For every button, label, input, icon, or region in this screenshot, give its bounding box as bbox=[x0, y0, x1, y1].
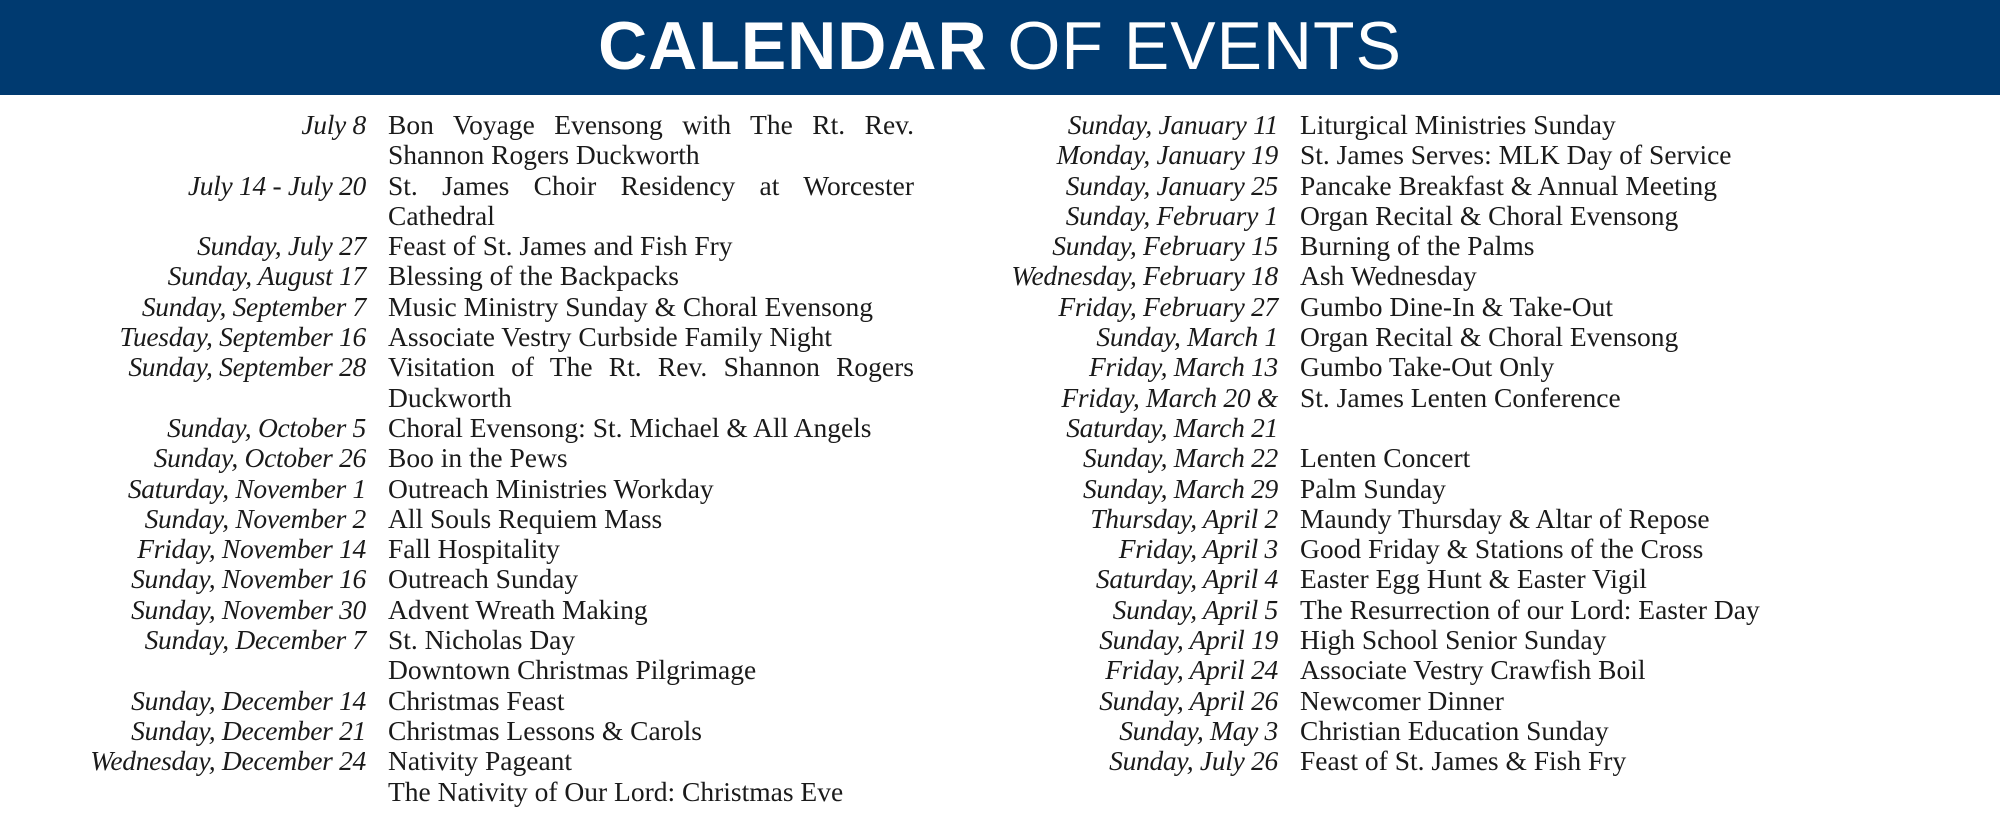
event-row bbox=[0, 413, 960, 443]
event-title-line: The Nativity of Our Lord: Christmas Eve bbox=[388, 775, 844, 807]
event-date-line: Sunday, January 25 bbox=[1065, 169, 1278, 201]
event-date-line: Friday, April 3 bbox=[1118, 533, 1278, 565]
event-date-line: Sunday, February 15 bbox=[1052, 230, 1278, 262]
event-row bbox=[1000, 474, 2000, 504]
event-date bbox=[0, 474, 388, 504]
event-title bbox=[388, 413, 914, 443]
event-date-line: July 14 - July 20 bbox=[187, 169, 366, 201]
event-row bbox=[1000, 716, 2000, 746]
event-row bbox=[1000, 595, 2000, 625]
event-title-line: Newcomer Dinner bbox=[1300, 684, 1504, 716]
event-title bbox=[1300, 595, 1860, 625]
event-date bbox=[1000, 474, 1300, 504]
event-date bbox=[1000, 686, 1300, 716]
event-date-line: Sunday, February 1 bbox=[1065, 199, 1278, 231]
event-title-line: Maundy Thursday & Altar of Repose bbox=[1300, 502, 1710, 534]
event-title bbox=[1300, 474, 1860, 504]
event-row bbox=[0, 352, 960, 413]
event-row bbox=[0, 564, 960, 594]
page-title bbox=[598, 7, 1402, 84]
event-title bbox=[1300, 564, 1860, 594]
event-title-line: Pancake Breakfast & Annual Meeting bbox=[1300, 169, 1717, 201]
event-row bbox=[1000, 564, 2000, 594]
event-date-line: Sunday, July 27 bbox=[197, 230, 366, 262]
event-title bbox=[1300, 352, 1860, 382]
event-row bbox=[0, 504, 960, 534]
event-date-line: Friday, April 24 bbox=[1105, 654, 1278, 686]
event-title bbox=[388, 716, 914, 746]
event-date-line: Sunday, April 26 bbox=[1099, 684, 1278, 716]
event-row bbox=[1000, 322, 2000, 352]
event-date bbox=[1000, 352, 1300, 382]
event-date-line: Sunday, November 2 bbox=[144, 502, 366, 534]
event-date-line: Sunday, March 1 bbox=[1096, 321, 1278, 353]
event-date bbox=[0, 443, 388, 473]
event-date-line: Thursday, April 2 bbox=[1090, 502, 1278, 534]
event-title-line: St. Nicholas Day bbox=[388, 624, 576, 656]
event-date-line: Saturday, April 4 bbox=[1095, 563, 1278, 595]
event-date bbox=[0, 564, 388, 594]
event-title bbox=[1300, 504, 1860, 534]
event-date bbox=[0, 504, 388, 534]
event-title-line: Associate Vestry Curbside Family Night bbox=[388, 321, 833, 353]
event-title-line: All Souls Requiem Mass bbox=[388, 502, 663, 534]
event-row bbox=[0, 474, 960, 504]
event-row bbox=[1000, 352, 2000, 382]
event-title bbox=[1300, 534, 1860, 564]
event-date-line: Saturday, November 1 bbox=[127, 472, 366, 504]
event-date-line: Tuesday, September 16 bbox=[119, 321, 366, 353]
event-title-line: Feast of St. James and Fish Fry bbox=[388, 230, 733, 262]
event-title bbox=[388, 231, 914, 261]
event-row bbox=[1000, 746, 2000, 776]
event-date-line: Sunday, May 3 bbox=[1119, 714, 1278, 746]
event-row bbox=[1000, 534, 2000, 564]
event-title bbox=[1300, 110, 1860, 140]
event-title bbox=[1300, 383, 1860, 413]
event-date bbox=[1000, 746, 1300, 776]
event-title bbox=[388, 504, 914, 534]
event-date bbox=[0, 413, 388, 443]
event-title bbox=[1300, 655, 1860, 685]
event-title-line: Advent Wreath Making bbox=[388, 593, 648, 625]
event-date-line: Friday, November 14 bbox=[137, 533, 366, 565]
event-date-line: Sunday, March 22 bbox=[1082, 442, 1278, 474]
event-row bbox=[1000, 655, 2000, 685]
event-title bbox=[1300, 292, 1860, 322]
event-row bbox=[1000, 686, 2000, 716]
event-date bbox=[0, 231, 388, 261]
event-title-line: Outreach Ministries Workday bbox=[388, 472, 714, 504]
event-row bbox=[1000, 201, 2000, 231]
event-date bbox=[1000, 655, 1300, 685]
title-light: OF EVENTS bbox=[1007, 7, 1402, 84]
event-date bbox=[0, 595, 388, 625]
event-title bbox=[1300, 201, 1860, 231]
event-row bbox=[1000, 110, 2000, 140]
event-title bbox=[388, 564, 914, 594]
event-date bbox=[1000, 171, 1300, 201]
event-date-line: Sunday, December 7 bbox=[144, 624, 366, 656]
event-title bbox=[1300, 686, 1860, 716]
event-date bbox=[1000, 383, 1300, 444]
event-date bbox=[0, 171, 388, 201]
event-row bbox=[1000, 625, 2000, 655]
event-title bbox=[388, 443, 914, 473]
event-title-line: High School Senior Sunday bbox=[1300, 624, 1607, 656]
event-title-line: Nativity Pageant bbox=[388, 745, 573, 777]
event-title-line: Organ Recital & Choral Evensong bbox=[1300, 199, 1679, 231]
event-title bbox=[1300, 716, 1860, 746]
event-date bbox=[0, 716, 388, 746]
event-title bbox=[1300, 746, 1860, 776]
event-title-line: Christian Education Sunday bbox=[1300, 714, 1609, 746]
event-row bbox=[0, 443, 960, 473]
event-row bbox=[0, 292, 960, 322]
event-date-line: Sunday, December 14 bbox=[131, 684, 366, 716]
event-date-line: Sunday, October 5 bbox=[167, 411, 366, 443]
event-date-line: Sunday, September 28 bbox=[128, 351, 366, 383]
event-title bbox=[1300, 261, 1860, 291]
event-title bbox=[1300, 625, 1860, 655]
event-date bbox=[1000, 140, 1300, 170]
event-date bbox=[0, 534, 388, 564]
event-row bbox=[1000, 171, 2000, 201]
event-date bbox=[1000, 716, 1300, 746]
event-row bbox=[0, 534, 960, 564]
event-title-line: Outreach Sunday bbox=[388, 563, 579, 595]
event-date bbox=[0, 352, 388, 382]
right-column bbox=[1000, 110, 2000, 777]
event-date-line: Sunday, March 29 bbox=[1082, 472, 1278, 504]
event-title-line: Music Ministry Sunday & Choral Evensong bbox=[388, 290, 874, 322]
event-title bbox=[1300, 322, 1860, 352]
event-date bbox=[0, 322, 388, 352]
event-date-line: Friday, February 27 bbox=[1058, 290, 1278, 322]
event-date bbox=[0, 686, 388, 716]
event-title-line: Lenten Concert bbox=[1300, 442, 1471, 474]
event-title-line: Gumbo Take-Out Only bbox=[1300, 351, 1555, 383]
event-date bbox=[1000, 231, 1300, 261]
event-title-line: St. James Serves: MLK Day of Service bbox=[1300, 139, 1732, 171]
event-date-line: Sunday, January 11 bbox=[1067, 109, 1278, 140]
event-row bbox=[0, 716, 960, 746]
event-row bbox=[1000, 504, 2000, 534]
event-date-line: Sunday, November 16 bbox=[131, 563, 366, 595]
event-row bbox=[0, 686, 960, 716]
event-date-line: Saturday, March 21 bbox=[1066, 411, 1278, 443]
event-date bbox=[0, 746, 388, 776]
event-date bbox=[0, 292, 388, 322]
event-title-line: Choral Evensong: St. Michael & All Angels bbox=[388, 411, 872, 443]
left-column bbox=[0, 110, 960, 807]
title-bold: CALENDAR bbox=[598, 7, 988, 84]
event-row bbox=[1000, 261, 2000, 291]
event-row bbox=[0, 261, 960, 291]
event-date-line: July 8 bbox=[301, 109, 366, 140]
event-title bbox=[388, 474, 914, 504]
event-date-line: Monday, January 19 bbox=[1056, 139, 1278, 171]
header-banner bbox=[0, 0, 2000, 95]
event-row bbox=[0, 625, 960, 686]
event-row bbox=[1000, 140, 2000, 170]
event-date bbox=[1000, 504, 1300, 534]
event-date bbox=[1000, 261, 1300, 291]
event-title-line: Good Friday & Stations of the Cross bbox=[1300, 533, 1704, 565]
event-row bbox=[1000, 443, 2000, 473]
event-title-line: Easter Egg Hunt & Easter Vigil bbox=[1300, 563, 1647, 595]
event-date bbox=[1000, 292, 1300, 322]
event-date bbox=[1000, 322, 1300, 352]
event-row bbox=[1000, 292, 2000, 322]
event-title-line: Organ Recital & Choral Evensong bbox=[1300, 321, 1679, 353]
event-row bbox=[1000, 231, 2000, 261]
event-date-line: Sunday, November 30 bbox=[131, 593, 366, 625]
event-title-line: Associate Vestry Crawfish Boil bbox=[1300, 654, 1646, 686]
event-title-line: Feast of St. James & Fish Fry bbox=[1300, 745, 1627, 777]
event-title bbox=[1300, 231, 1860, 261]
event-row bbox=[0, 746, 960, 807]
event-row bbox=[0, 595, 960, 625]
event-title bbox=[388, 292, 914, 322]
event-title: Visitation of The Rt. Rev. Shannon Rogers Duckworth bbox=[388, 351, 914, 413]
event-date bbox=[0, 625, 388, 655]
event-title bbox=[1300, 140, 1860, 170]
event-date-line: Wednesday, December 24 bbox=[90, 745, 366, 777]
event-date bbox=[1000, 110, 1300, 140]
event-title bbox=[388, 595, 914, 625]
event-title-line: Burning of the Palms bbox=[1300, 230, 1535, 262]
event-title-line: Ash Wednesday bbox=[1300, 260, 1477, 292]
event-date bbox=[1000, 595, 1300, 625]
event-title-line: Palm Sunday bbox=[1300, 472, 1446, 504]
event-title-line: Christmas Feast bbox=[388, 684, 565, 716]
event-date-line: Sunday, October 26 bbox=[153, 442, 366, 474]
event-title-line: Christmas Lessons & Carols bbox=[388, 714, 702, 746]
event-date bbox=[1000, 201, 1300, 231]
event-title: St. James Choir Residency at Worcester Cathedral bbox=[388, 169, 914, 231]
event-title: Bon Voyage Evensong with The Rt. Rev. Shannon Rogers Duckworth bbox=[388, 109, 914, 171]
event-date-line: Friday, March 20 & bbox=[1061, 381, 1278, 413]
event-title bbox=[388, 534, 914, 564]
event-title bbox=[388, 261, 914, 291]
event-date-line: Sunday, July 26 bbox=[1109, 745, 1278, 777]
event-title-line: Blessing of the Backpacks bbox=[388, 260, 679, 292]
event-title-line: The Resurrection of our Lord: Easter Day bbox=[1300, 593, 1760, 625]
event-title bbox=[1300, 171, 1860, 201]
event-date bbox=[0, 261, 388, 291]
event-title-line: Boo in the Pews bbox=[388, 442, 568, 474]
event-date bbox=[1000, 443, 1300, 473]
event-date-line: Sunday, April 19 bbox=[1099, 624, 1278, 656]
event-date-line: Sunday, December 21 bbox=[131, 714, 366, 746]
event-row bbox=[0, 110, 960, 171]
event-title bbox=[388, 322, 914, 352]
event-row bbox=[0, 322, 960, 352]
event-row bbox=[0, 171, 960, 232]
event-title bbox=[388, 625, 914, 686]
event-date-line: Sunday, September 7 bbox=[141, 290, 366, 322]
event-title-line: Gumbo Dine-In & Take-Out bbox=[1300, 290, 1613, 322]
event-date-line: Friday, March 13 bbox=[1089, 351, 1278, 383]
event-title-line: St. James Lenten Conference bbox=[1300, 381, 1621, 413]
event-row bbox=[0, 231, 960, 261]
event-date-line: Sunday, August 17 bbox=[167, 260, 366, 292]
event-title-line: Liturgical Ministries Sunday bbox=[1300, 109, 1616, 140]
event-title bbox=[388, 746, 914, 807]
event-title bbox=[388, 686, 914, 716]
event-date-line: Wednesday, February 18 bbox=[1011, 260, 1278, 292]
event-row bbox=[1000, 383, 2000, 444]
event-date-line: Sunday, April 5 bbox=[1112, 593, 1278, 625]
event-date bbox=[0, 110, 388, 140]
event-title-line: Fall Hospitality bbox=[388, 533, 560, 565]
event-date bbox=[1000, 564, 1300, 594]
event-date bbox=[1000, 625, 1300, 655]
event-title bbox=[1300, 443, 1860, 473]
event-title-line: Downtown Christmas Pilgrimage bbox=[388, 654, 757, 686]
event-date bbox=[1000, 534, 1300, 564]
